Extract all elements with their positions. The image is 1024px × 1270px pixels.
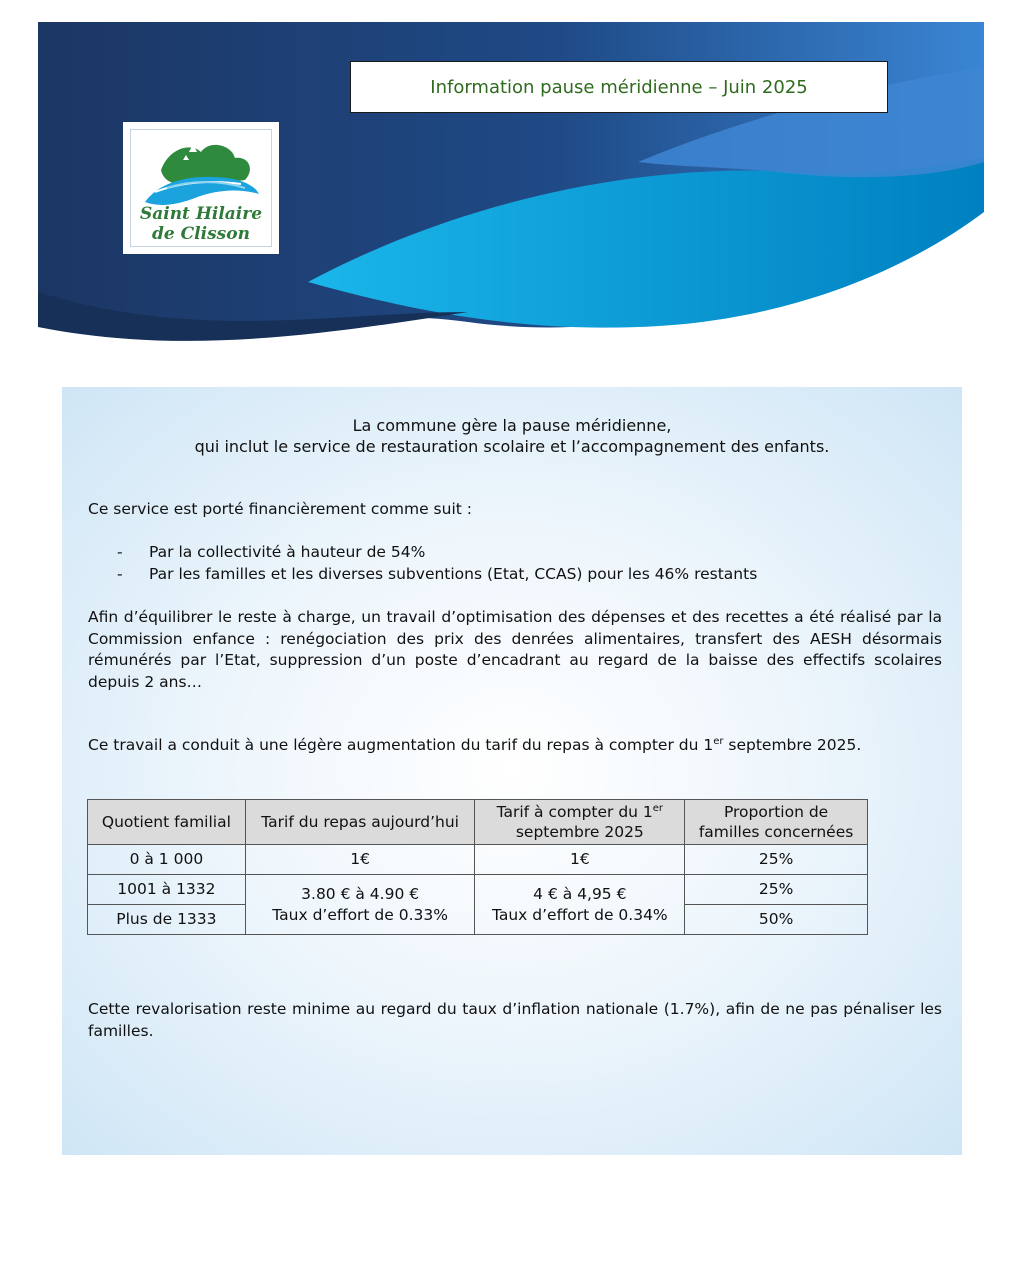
- tarif-new-range: 4 € à 4,95 €: [533, 884, 627, 903]
- content-panel: [62, 387, 962, 1155]
- cell-quotient: 1001 à 1332: [88, 875, 246, 905]
- town-logo: [123, 122, 279, 254]
- header-tarif-new-b: septembre 2025: [515, 823, 644, 841]
- header-tarif-now: Tarif du repas aujourd’hui: [245, 800, 475, 845]
- cell-proportion: 25%: [685, 875, 868, 905]
- intro-line-2: qui inclut le service de restauration scolaire et l’accompagnement des enfants.: [194, 437, 830, 456]
- tarif-now-effort: Taux d’effort de 0.33%: [272, 905, 448, 924]
- cell-tarif-now-merged: [245, 875, 475, 935]
- funding-item-text: Par la collectivité à hauteur de 54%: [149, 543, 426, 561]
- table-header-row: [88, 800, 868, 845]
- cell-tarif-now: 1€: [245, 845, 475, 875]
- header-tarif-new: [475, 800, 685, 845]
- optimisation-paragraph: Afin d’équilibrer le reste à charge, un travail d’optimisation des dépenses et des recettes a été réalisé par la Commission enfance : renégociation des prix des denrées alimentaires, transfert des AESH désormais rémunérés par l’Etat, suppression d’un poste d’encadrant au regard de la baisse des effectifs scolaires depuis 2 ans…: [88, 608, 942, 691]
- document-title: Information pause méridienne – Juin 2025: [350, 61, 888, 113]
- header-quotient: Quotient familial: [88, 800, 246, 845]
- header-tarif-new-sup: er: [652, 803, 664, 814]
- increase-sup: er: [713, 736, 724, 747]
- tarif-new-effort: Taux d’effort de 0.34%: [491, 905, 668, 924]
- increase-paragraph: [88, 735, 942, 757]
- header-proportion-a: Proportion de: [723, 803, 829, 821]
- tarif-now-range: 3.80 € à 4.90 €: [301, 884, 420, 903]
- intro-line-1: La commune gère la pause méridienne,: [352, 416, 672, 435]
- header-proportion: [685, 800, 868, 845]
- cell-quotient: 0 à 1 000: [88, 845, 246, 875]
- logo-text-line1: Saint Hilaire: [139, 204, 263, 224]
- intro-heading: [62, 415, 962, 457]
- bullet-dash: -: [117, 543, 123, 561]
- cell-quotient: Plus de 1333: [88, 905, 246, 935]
- cell-tarif-new-merged: [475, 875, 685, 935]
- funding-item: [117, 564, 757, 586]
- header-tarif-new-a: Tarif à compter du 1: [496, 803, 653, 821]
- cell-proportion: 25%: [685, 845, 868, 875]
- tariff-table: [87, 799, 868, 935]
- funding-item: [117, 542, 425, 564]
- increase-text-after: septembre 2025.: [723, 736, 862, 754]
- bullet-dash: -: [117, 565, 123, 583]
- funding-lead: Ce service est porté financièrement comme suit :: [88, 500, 472, 518]
- increase-text-before: Ce travail a conduit à une légère augmentation du tarif du repas à compter du 1: [88, 736, 714, 754]
- table-row: [88, 845, 868, 875]
- conclusion-paragraph: Cette revalorisation reste minime au regard du taux d’inflation nationale (1.7%), afin de ne pas pénaliser les familles.: [88, 1000, 942, 1040]
- logo-text-line2: de Clisson: [152, 224, 250, 244]
- funding-item-text: Par les familles et les diverses subventions (Etat, CCAS) pour les 46% restants: [149, 565, 758, 583]
- cell-tarif-new: 1€: [475, 845, 685, 875]
- table-row: [88, 875, 868, 905]
- header-proportion-b: familles concernées: [698, 823, 854, 841]
- cell-proportion: 50%: [685, 905, 868, 935]
